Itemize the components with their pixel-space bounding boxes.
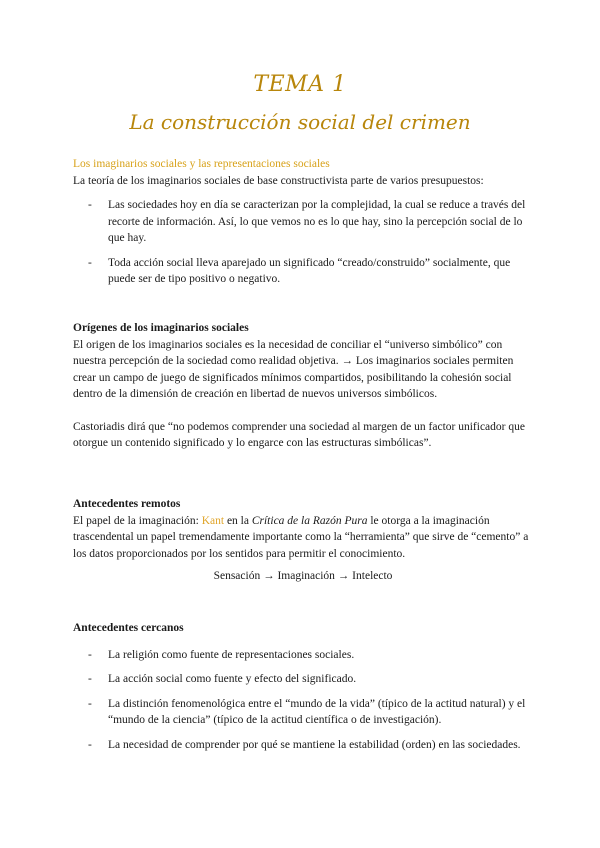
list-item xyxy=(73,197,533,247)
paragraph: El origen de los imaginarios sociales es la necesidad de conciliar el “universo simbólico” con nuestra percepción de la sociedad como realidad objetiva. → Los imaginarios sociales permiten crear un campo de juego de significados mínimos compartidos, posibilitando la cohesión social dentro de la dimensión de creación en libertad de nuevos universos simbólicos. xyxy=(73,338,514,400)
section-imaginarios xyxy=(73,156,533,296)
list-item-text: La necesidad de comprender por qué se mantiene la estabilidad (orden) en las sociedades. xyxy=(108,738,521,751)
list-item xyxy=(73,647,533,664)
book-title: Crítica de la Razón Pura xyxy=(251,514,368,527)
section-heading: Antecedentes cercanos xyxy=(73,622,184,634)
list-item-text: Las sociedades hoy en día se caracterizan por la complejidad, la cual se reduce a través del recorte de información. Así, lo que vemos no es lo que hay, sino la percepción social de lo que hay. xyxy=(108,199,526,244)
dash-bullet: - xyxy=(88,648,92,661)
text-run: en la xyxy=(224,514,252,527)
list-item xyxy=(73,671,533,688)
bullet-list xyxy=(73,197,533,288)
list-item xyxy=(73,737,533,754)
dash-bullet: - xyxy=(88,256,92,269)
list-item xyxy=(73,255,533,288)
text-run: le otorga a la imaginación trascendental un papel tremendamente importante como la “herramienta” que sirve de “cemento” a los datos proporcionados por los sentidos para permitir el conocimiento. xyxy=(73,514,529,560)
list-item-text: La religión como fuente de representaciones sociales. xyxy=(108,648,355,661)
dash-bullet: - xyxy=(88,673,92,685)
section-heading: Orígenes de los imaginarios sociales xyxy=(73,322,249,334)
list-item-text: Toda acción social lleva aparejado un significado “creado/construido” socialmente, que puede ser de tipo positivo o negativo. xyxy=(108,256,511,285)
paragraph: Castoriadis dirá que “no podemos comprender una sociedad al margen de un factor unificador que otorgue un contenido significado y lo engarce con las estructuras simbólicas”. xyxy=(73,420,525,449)
dash-bullet: - xyxy=(88,199,92,211)
formula: Sensación → Imaginación → Intelecto xyxy=(213,570,393,582)
document-title: TEMA 1 xyxy=(253,72,347,97)
text-run: El papel de la imaginación: xyxy=(73,514,202,527)
dash-bullet: - xyxy=(88,738,92,751)
list-item-text: La distinción fenomenológica entre el “mundo de la vida” (típico de la actitud natural) y el “mundo de la ciencia” (típico de la actitud científica o de investigación). xyxy=(108,697,526,726)
list-item xyxy=(73,696,533,729)
paragraph xyxy=(73,513,533,563)
dash-bullet: - xyxy=(88,697,92,710)
section-antecedentes-cercanos xyxy=(73,620,533,761)
section-intro: La teoría de los imaginarios sociales de base constructivista parte de varios presupuestos: xyxy=(73,174,484,187)
section-heading: Antecedentes remotos xyxy=(73,498,181,510)
list-item-text: La acción social como fuente y efecto del significado. xyxy=(108,673,357,685)
document-subtitle: La construcción social del crimen xyxy=(129,110,471,134)
kant-name: Kant xyxy=(201,514,225,527)
section-antecedentes-remotos xyxy=(73,496,533,585)
bullet-list xyxy=(73,647,533,754)
section-heading: Los imaginarios sociales y las representaciones sociales xyxy=(73,158,330,170)
section-origenes xyxy=(73,320,533,452)
